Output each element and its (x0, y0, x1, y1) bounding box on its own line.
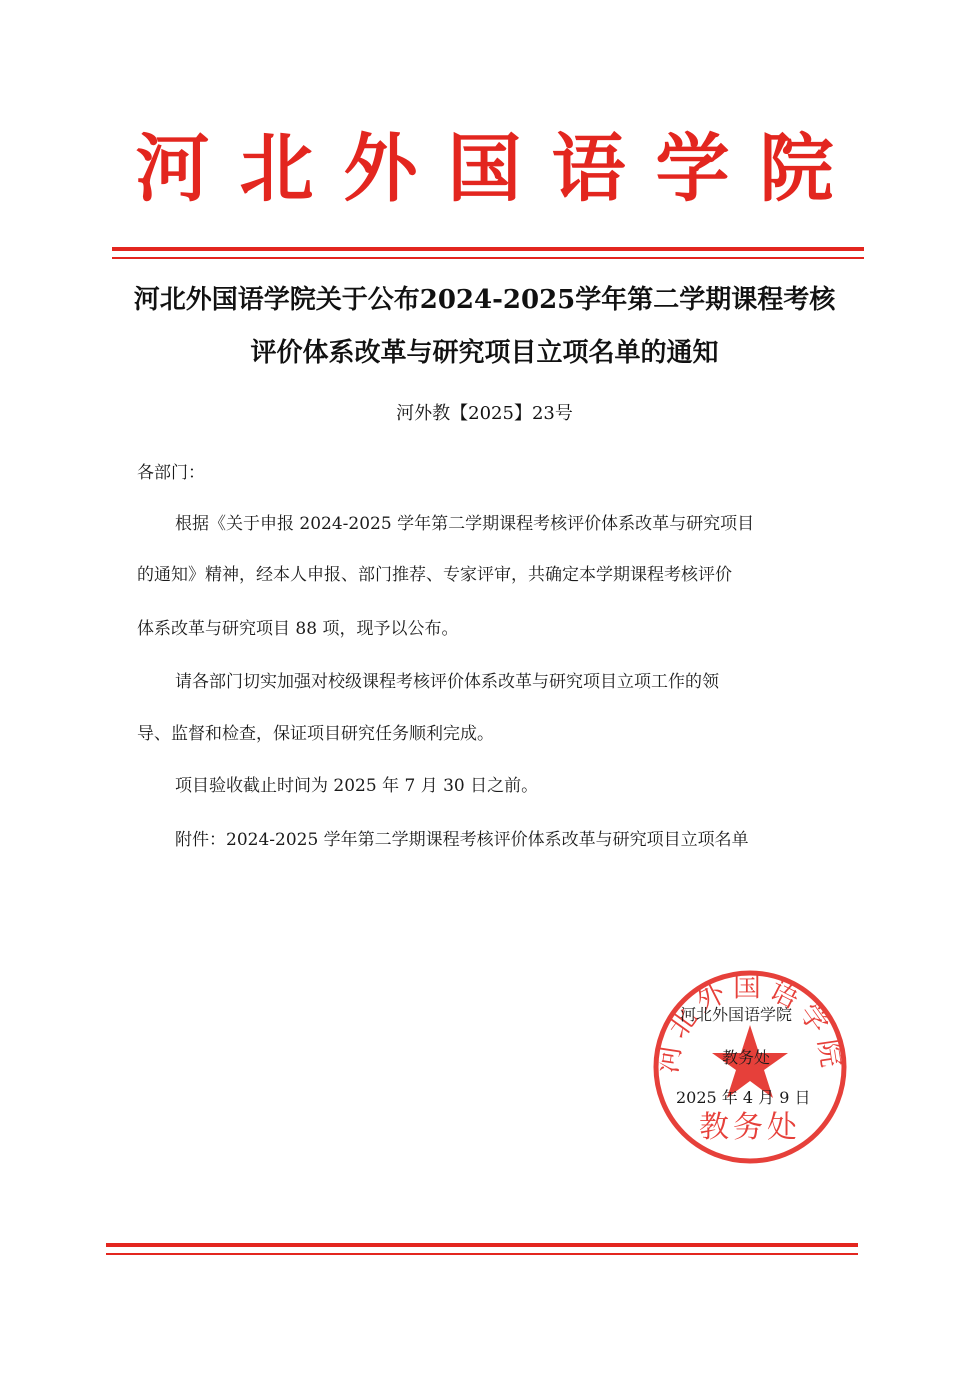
attachment-line: 附件：2024-2025 学年第二学期课程考核评价体系改革与研究项目立项名单 (175, 830, 749, 850)
signature-date: 2025 年 4 月 9 日 (676, 1088, 811, 1107)
seal-center-text: 教务处 (699, 1110, 801, 1145)
notice-title-line-2: 评价体系改革与研究项目立项名单的通知 (250, 338, 719, 368)
paragraph-1-line-3: 体系改革与研究项目 88 项，现予以公布。 (137, 619, 459, 639)
footer-rule-thin (106, 1253, 858, 1255)
signature-office: 教务处 (722, 1048, 771, 1067)
paragraph-1-line-1: 根据《关于申报 2024-2025 学年第二学期课程考核评价体系改革与研究项目 (175, 514, 755, 534)
header-rule-thick (112, 247, 864, 251)
signature-institution: 河北外国语学院 (680, 1005, 793, 1024)
seal-ring-text: 河北外国语学院 (650, 970, 850, 1076)
notice-title-line-1: 河北外国语学院关于公布2024-2025学年第二学期课程考核 (133, 285, 836, 315)
paragraph-1-line-2: 的通知》精神，经本人申报、部门推荐、专家评审，共确定本学期课程考核评价 (137, 565, 732, 585)
header-rule-thin (112, 257, 864, 259)
paragraph-2-line-1: 请各部门切实加强对校级课程考核评价体系改革与研究项目立项工作的领 (175, 672, 719, 692)
document-number: 河外教【2025】23号 (396, 403, 573, 424)
paragraph-2-line-2: 导、监督和检查，保证项目研究任务顺利完成。 (137, 724, 494, 744)
masthead-title: 河北外国语学院 (135, 126, 864, 212)
footer-rule-thick (106, 1243, 858, 1247)
deadline-paragraph: 项目验收截止时间为 2025 年 7 月 30 日之前。 (175, 776, 539, 796)
salutation: 各部门： (137, 463, 205, 483)
